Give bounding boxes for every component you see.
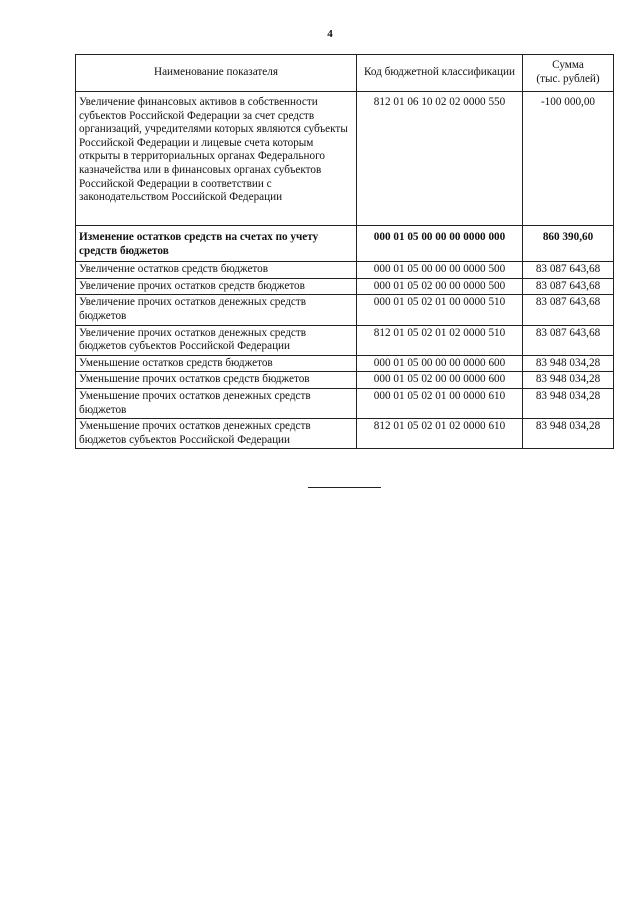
- table-row: [76, 278, 614, 295]
- row-sum: 83 948 034,28: [523, 388, 614, 418]
- row-indicator-name: Увеличение прочих остатков средств бюджетов: [76, 278, 357, 295]
- row-indicator-name: Уменьшение остатков средств бюджетов: [76, 355, 357, 372]
- row-classification-code: 812 01 06 10 02 02 0000 550: [357, 92, 523, 226]
- row-sum: 83 087 643,68: [523, 262, 614, 279]
- row-classification-code: 000 01 05 00 00 00 0000 000: [357, 226, 523, 262]
- row-sum: 83 948 034,28: [523, 355, 614, 372]
- row-classification-code: 000 01 05 02 00 00 0000 600: [357, 372, 523, 389]
- table-row: [76, 295, 614, 325]
- row-sum: 83 087 643,68: [523, 295, 614, 325]
- row-classification-code: 000 01 05 00 00 00 0000 600: [357, 355, 523, 372]
- row-indicator-name: Увеличение финансовых активов в собственности субъектов Российской Федерации за счет средств организаций, учредителями которых являются субъекты Российской Федерации и лицевые счета которым открыты в территориальных органах Федерального казначейства или в финансовых органах субъектов Российской Федерации в соответствии с законодательством Российской Федерации: [76, 92, 357, 226]
- header-sum: Сумма (тыс. рублей): [523, 55, 614, 92]
- row-sum: 83 087 643,68: [523, 278, 614, 295]
- row-classification-code: 000 01 05 02 01 00 0000 610: [357, 388, 523, 418]
- row-sum: 83 087 643,68: [523, 325, 614, 355]
- page-number: 4: [327, 28, 333, 40]
- row-sum: 860 390,60: [523, 226, 614, 262]
- row-classification-code: 000 01 05 00 00 00 0000 500: [357, 262, 523, 279]
- row-classification-code: 812 01 05 02 01 02 0000 610: [357, 419, 523, 449]
- row-sum: 83 948 034,28: [523, 419, 614, 449]
- row-sum: 83 948 034,28: [523, 372, 614, 389]
- row-indicator-name: Увеличение прочих остатков денежных средств бюджетов субъектов Российской Федерации: [76, 325, 357, 355]
- row-indicator-name: Уменьшение прочих остатков средств бюджетов: [76, 372, 357, 389]
- header-classification-code: Код бюджетной классификации: [357, 55, 523, 92]
- table-row: [76, 226, 614, 262]
- row-sum: -100 000,00: [523, 92, 614, 226]
- row-indicator-name: Уменьшение прочих остатков денежных средств бюджетов: [76, 388, 357, 418]
- row-indicator-name: Увеличение остатков средств бюджетов: [76, 262, 357, 279]
- table-header-row: [76, 55, 614, 92]
- table-row: [76, 388, 614, 418]
- row-classification-code: 000 01 05 02 00 00 0000 500: [357, 278, 523, 295]
- budget-sources-table: [75, 54, 614, 449]
- row-classification-code: 812 01 05 02 01 02 0000 510: [357, 325, 523, 355]
- table-row: [76, 92, 614, 226]
- table-row: [76, 355, 614, 372]
- document-end-rule: [308, 487, 381, 488]
- table-row: [76, 419, 614, 449]
- table-row: [76, 262, 614, 279]
- table-row: [76, 325, 614, 355]
- header-indicator-name: Наименование показателя: [76, 55, 357, 92]
- row-indicator-name: Уменьшение прочих остатков денежных средств бюджетов субъектов Российской Федерации: [76, 419, 357, 449]
- row-classification-code: 000 01 05 02 01 00 0000 510: [357, 295, 523, 325]
- table-row: [76, 372, 614, 389]
- row-indicator-name: Изменение остатков средств на счетах по учету средств бюджетов: [76, 226, 357, 262]
- row-indicator-name: Увеличение прочих остатков денежных средств бюджетов: [76, 295, 357, 325]
